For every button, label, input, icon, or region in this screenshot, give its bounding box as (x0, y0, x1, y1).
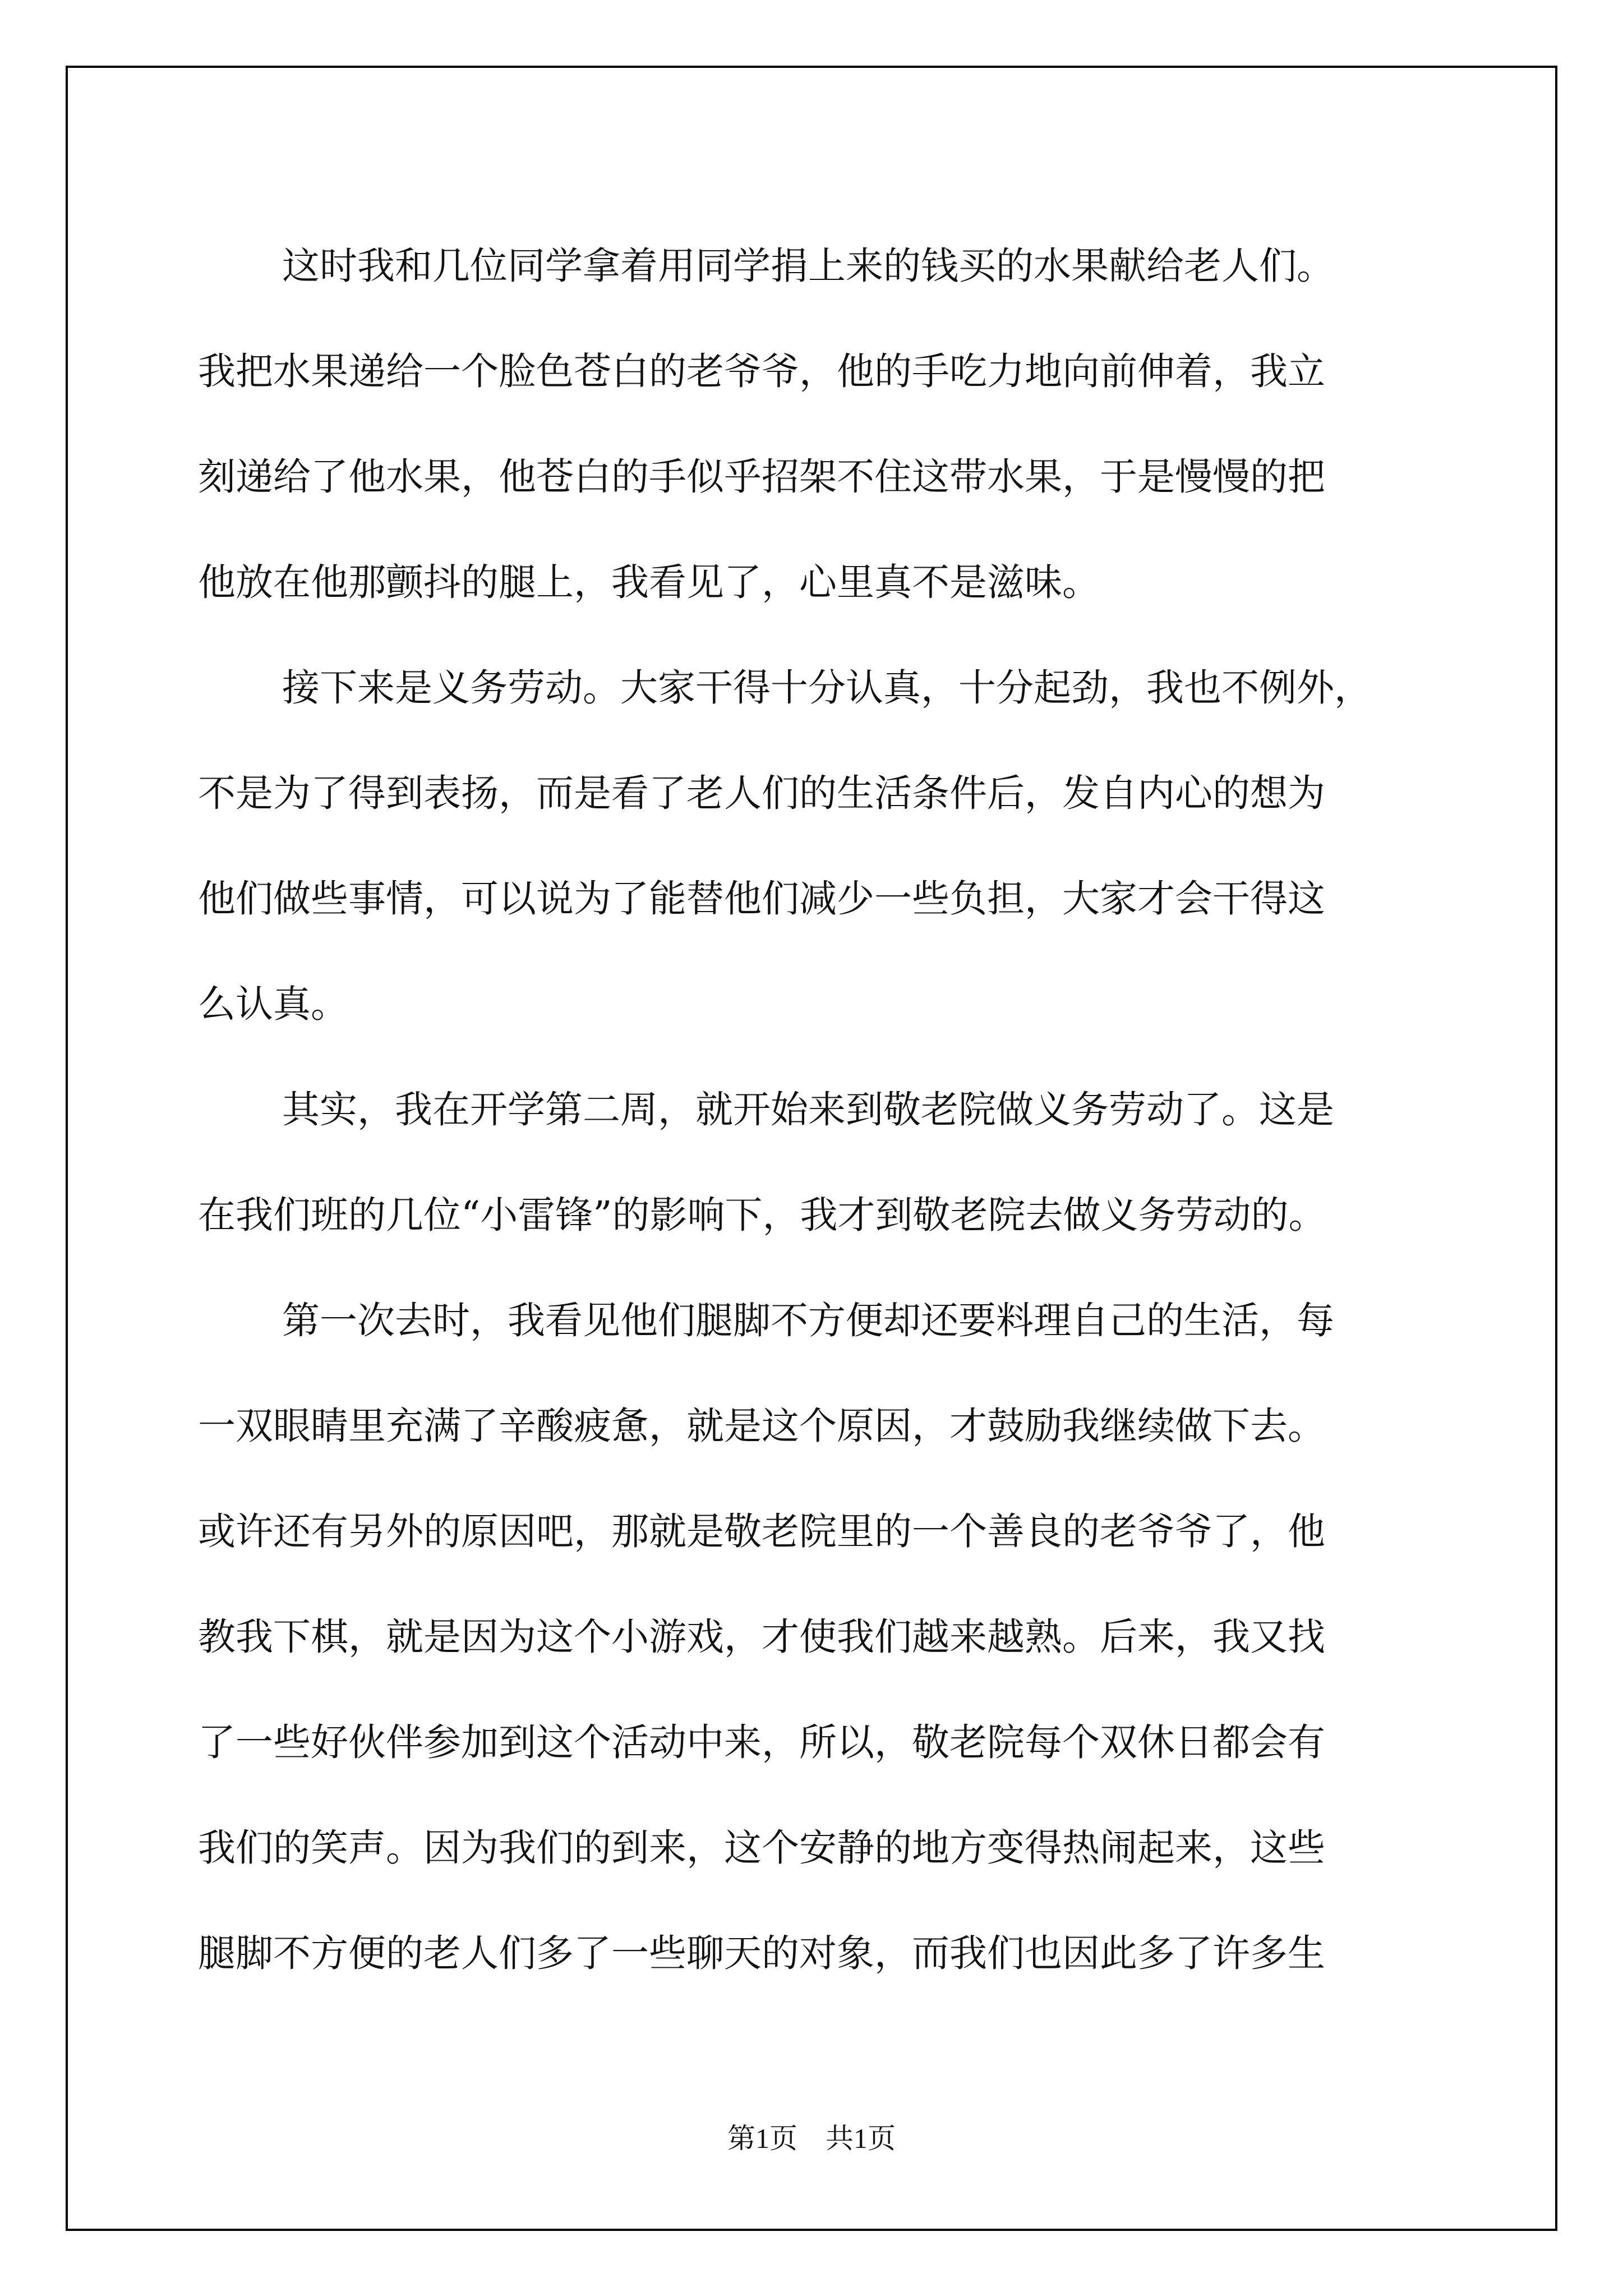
document-body (198, 213, 1432, 2006)
paragraph-2-line-4: 么认真。 (198, 982, 348, 1026)
paragraph-4-line-7: 腿脚不方便的老人们多了一些聊天的对象，而我们也因此多了许多生 (198, 1931, 1325, 1975)
paragraph-4-line-1: 第一次去时，我看见他们腿脚不方便却还要料理自己的生活，每 (282, 1299, 1334, 1342)
paragraph-2-line-1: 接下来是义务劳动。大家干得十分认真，十分起劲，我也不例外， (282, 666, 1372, 710)
paragraph-2-line-3: 他们做些事情，可以说为了能替他们减少一些负担，大家才会干得这 (198, 877, 1325, 921)
paragraph-3-line-1: 其实，我在开学第二周，就开始来到敬老院做义务劳动了。这是 (282, 1088, 1334, 1131)
paragraph-2-line-2: 不是为了得到表扬，而是看了老人们的生活条件后，发自内心的想为 (198, 771, 1325, 815)
paragraph-1-line-1: 这时我和几位同学拿着用同学捐上来的钱买的水果献给老人们。 (282, 244, 1334, 288)
paragraph-4-line-5: 了一些好伙伴参加到这个活动中来，所以，敬老院每个双休日都会有 (198, 1720, 1325, 1764)
paragraph-4-line-3: 或许还有另外的原因吧，那就是敬老院里的一个善良的老爷爷了，他 (198, 1510, 1325, 1553)
paragraph-4-line-4: 教我下棋，就是因为这个小游戏，才使我们越来越熟。后来，我又找 (198, 1615, 1325, 1659)
paragraph-4-line-6: 我们的笑声。因为我们的到来，这个安静的地方变得热闹起来，这些 (198, 1826, 1325, 1870)
page-total: 共1页 (826, 2123, 896, 2154)
page-footer (0, 2116, 1623, 2156)
paragraph-1-line-3: 刻递给了他水果，他苍白的手似乎招架不住这带水果，于是慢慢的把 (198, 455, 1325, 499)
paragraph-4-line-2: 一双眼睛里充满了辛酸疲惫，就是这个原因，才鼓励我继续做下去。 (198, 1404, 1325, 1448)
paragraph-1-line-4: 他放在他那颤抖的腿上，我看见了，心里真不是滋味。 (198, 560, 1100, 604)
paragraph-1-line-2: 我把水果递给一个脸色苍白的老爷爷，他的手吃力地向前伸着，我立 (198, 349, 1325, 393)
page-number: 第1页 (727, 2123, 797, 2154)
paragraph-3-line-2: 在我们班的几位“小雷锋”的影响下，我才到敬老院去做义务劳动的。 (198, 1193, 1326, 1237)
